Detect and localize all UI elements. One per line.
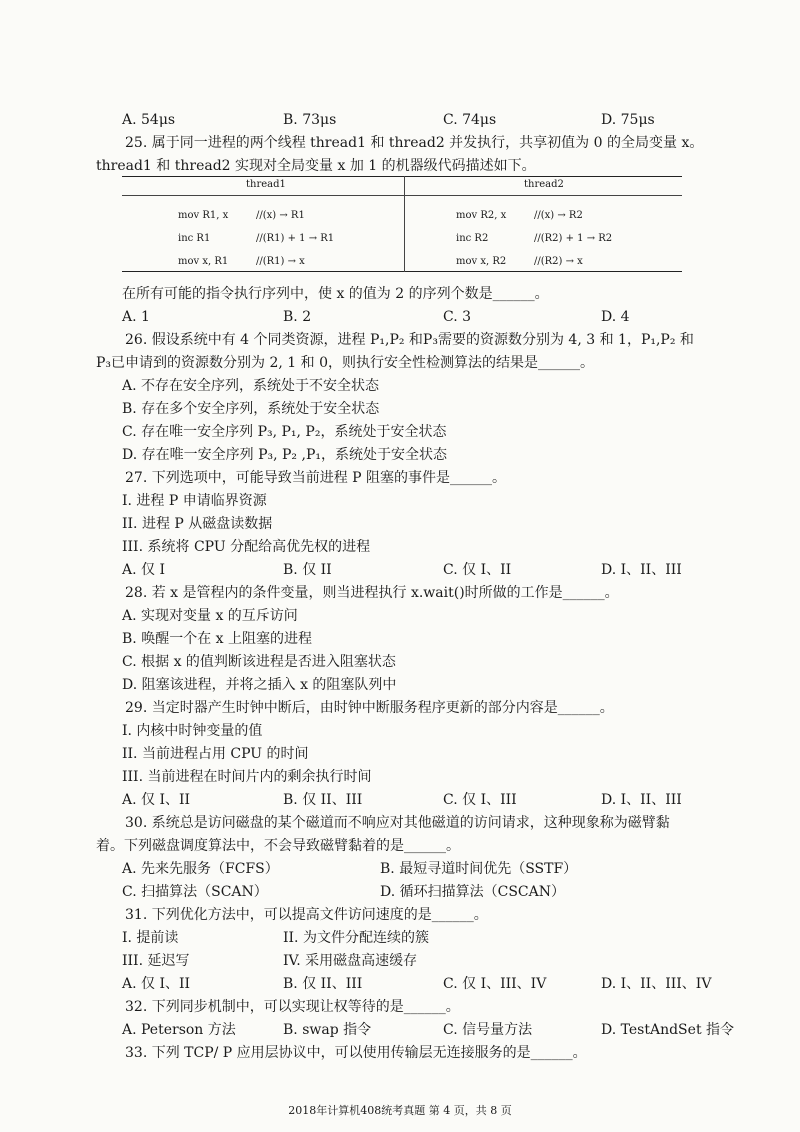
- q25-option-a: A. 1: [122, 309, 150, 325]
- q25-option-c: C. 3: [443, 309, 472, 325]
- q30-option-b: B. 最短寻道时间优先（SSTF）: [380, 861, 578, 877]
- t1-comment: //(R1) + 1 → R1: [256, 233, 335, 244]
- q29-option-a: A. 仅 I、II: [122, 792, 191, 808]
- q30-option-d: D. 循环扫描算法（CSCAN）: [380, 884, 566, 900]
- q26-option-c: C. 存在唯一安全序列 P₃, P₁, P₂，系统处于安全状态: [122, 424, 447, 440]
- t1-instruction: mov x, R1: [178, 256, 229, 267]
- t2-instruction: inc R2: [456, 233, 489, 244]
- q26-stem-line2: P₃已申请到的资源数分别为 2, 1 和 0，则执行安全性检测算法的结果是______。: [96, 355, 595, 371]
- q32-stem: 32. 下列同步机制中，可以实现让权等待的是______。: [125, 999, 460, 1015]
- q25-option-d: D. 4: [601, 309, 630, 325]
- t1-instruction: mov R1, x: [178, 210, 229, 221]
- q30-option-c: C. 扫描算法（SCAN）: [122, 884, 268, 900]
- q28-option-a: A. 实现对变量 x 的互斥访问: [122, 608, 298, 624]
- q29-option-b: B. 仅 II、III: [283, 792, 363, 808]
- q32-option-a: A. Peterson 方法: [122, 1022, 236, 1038]
- q32-option-b: B. swap 指令: [283, 1022, 372, 1038]
- q28-option-c: C. 根据 x 的值判断该进程是否进入阻塞状态: [122, 654, 396, 670]
- q24-option-c: C. 74μs: [443, 112, 497, 128]
- q25-ask: 在所有可能的指令执行序列中，使 x 的值为 2 的序列个数是______。: [122, 286, 549, 302]
- table-header-thread2: thread2: [524, 179, 564, 190]
- q31-item-ii: II. 为文件分配连续的簇: [283, 930, 429, 946]
- q27-stem: 27. 下列选项中，可能导致当前进程 P 阻塞的事件是______。: [125, 470, 507, 486]
- q30-option-a: A. 先来先服务（FCFS）: [122, 861, 279, 877]
- q29-option-d: D. I、II、III: [601, 792, 682, 808]
- q25-stem-line1: 25. 属于同一进程的两个线程 thread1 和 thread2 并发执行，共享初值为 0 的全局变量 x。: [125, 135, 704, 151]
- q28-option-d: D. 阻塞该进程，并将之插入 x 的阻塞队列中: [122, 677, 397, 693]
- t1-comment: //(R1) → x: [256, 256, 305, 267]
- q31-option-a: A. 仅 I、II: [122, 976, 191, 992]
- q31-item-iv: IV. 采用磁盘高速缓存: [283, 953, 418, 969]
- q29-option-c: C. 仅 I、III: [443, 792, 517, 808]
- table-header-thread1: thread1: [246, 179, 286, 190]
- q26-option-d: D. 存在唯一安全序列 P₃, P₂ ,P₁，系统处于安全状态: [122, 447, 447, 463]
- q31-option-d: D. I、II、III、IV: [601, 976, 712, 992]
- q24-option-b: B. 73μs: [283, 112, 337, 128]
- q26-option-a: A. 不存在安全序列，系统处于不安全状态: [122, 378, 380, 394]
- q30-stem-line2: 着。下列磁盘调度算法中，不会导致磁臂黏着的是______。: [96, 838, 460, 854]
- q32-option-c: C. 信号量方法: [443, 1022, 533, 1038]
- q27-item-ii: II. 进程 P 从磁盘读数据: [122, 516, 273, 532]
- q31-option-c: C. 仅 I、III、IV: [443, 976, 547, 992]
- q27-option-b: B. 仅 II: [283, 562, 332, 578]
- q26-stem-line1: 26. 假设系统中有 4 个同类资源，进程 P₁,P₂ 和P₃需要的资源数分别为 4, 3 和 1，P₁,P₂ 和: [125, 332, 694, 348]
- page-footer: 2018年计算机408统考真题 第 4 页，共 8 页: [288, 1104, 512, 1117]
- q29-item-ii: II. 当前进程占用 CPU 的时间: [122, 746, 309, 762]
- q26-option-b: B. 存在多个安全序列，系统处于安全状态: [122, 401, 380, 417]
- t2-comment: //(R2) + 1 → R2: [534, 233, 613, 244]
- q29-stem: 29. 当定时器产生时钟中断后，由时钟中断服务程序更新的部分内容是______。: [125, 700, 614, 716]
- q32-option-d: D. TestAndSet 指令: [601, 1022, 735, 1038]
- q31-item-i: I. 提前读: [122, 930, 179, 946]
- q25-option-b: B. 2: [283, 309, 312, 325]
- t1-comment: //(x) → R1: [256, 210, 305, 221]
- q27-item-i: I. 进程 P 申请临界资源: [122, 493, 267, 509]
- q25-stem-line2: thread1 和 thread2 实现对全局变量 x 加 1 的机器级代码描述如下。: [96, 158, 536, 174]
- q28-option-b: B. 唤醒一个在 x 上阻塞的进程: [122, 631, 312, 647]
- q24-option-a: A. 54μs: [122, 112, 176, 128]
- q27-option-d: D. I、II、III: [601, 562, 682, 578]
- t2-comment: //(R2) → x: [534, 256, 583, 267]
- q31-option-b: B. 仅 II、III: [283, 976, 363, 992]
- q29-item-iii: III. 当前进程在时间片内的剩余执行时间: [122, 769, 372, 785]
- q30-stem-line1: 30. 系统总是访问磁盘的某个磁道而不响应对其他磁道的访问请求，这种现象称为磁臂黏: [125, 815, 670, 831]
- q27-option-c: C. 仅 I、II: [443, 562, 512, 578]
- q27-item-iii: III. 系统将 CPU 分配给高优先权的进程: [122, 539, 371, 555]
- q28-stem: 28. 若 x 是管程内的条件变量，则当进程执行 x.wait()时所做的工作是______。: [125, 585, 619, 601]
- t2-instruction: mov x, R2: [456, 256, 507, 267]
- t2-instruction: mov R2, x: [456, 210, 507, 221]
- q33-stem: 33. 下列 TCP/ P 应用层协议中，可以使用传输层无连接服务的是______。: [125, 1045, 587, 1061]
- q24-option-d: D. 75μs: [601, 112, 655, 128]
- t1-instruction: inc R1: [178, 233, 211, 244]
- t2-comment: //(x) → R2: [534, 210, 583, 221]
- q27-option-a: A. 仅 I: [122, 562, 165, 578]
- q31-stem: 31. 下列优化方法中，可以提高文件访问速度的是______。: [125, 907, 488, 923]
- q31-item-iii: III. 延迟写: [122, 953, 190, 969]
- code-table: [122, 176, 682, 272]
- q29-item-i: I. 内核中时钟变量的值: [122, 723, 263, 739]
